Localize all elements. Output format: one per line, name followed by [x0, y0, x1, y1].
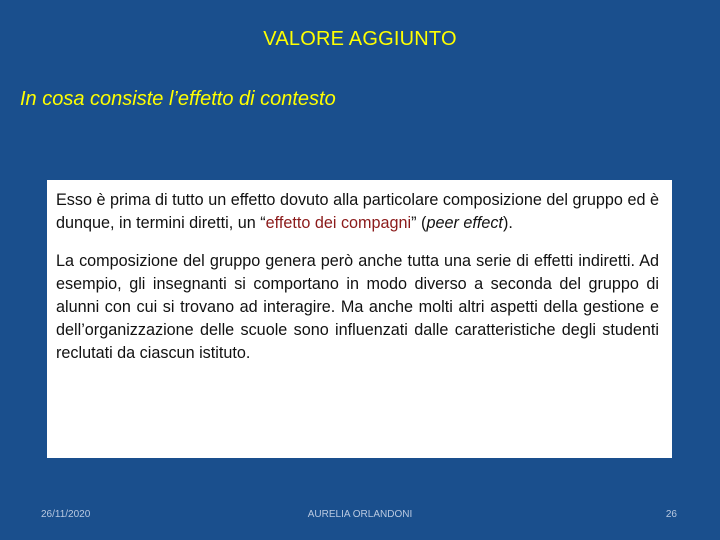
footer-date: 26/11/2020 [41, 509, 91, 520]
slide-subtitle: In cosa consiste l’effetto di contesto [20, 88, 336, 110]
content-box [47, 180, 672, 458]
paragraph1-text-mid: ” ( [411, 214, 427, 232]
footer-author: AURELIA ORLANDONI [307, 509, 413, 520]
highlight-effetto-dei-compagni: effetto dei compagni [265, 214, 412, 232]
paragraph1-text-end: ). [502, 214, 513, 232]
paragraph-indirect-effects: La composizione del gruppo genera però anche tutta una serie di effetti indiretti. Ad esempio, gli insegnanti si comportano in modo diverso a seconda del gruppo di alunni con cui si trovano ad interagire. Ma anche molti altri aspetti della gestione e dell’organizzazione delle scuole sono influenzati dalle caratteristiche degli studenti reclutati da ciascun istituto. [56, 252, 659, 362]
paragraph1-text-start: Esso è prima di tutto un effetto dovuto alla particolare composizione del gruppo ed è dunque, in termini diretti, un “ [56, 191, 659, 232]
slide-title: VALORE AGGIUNTO [263, 28, 457, 50]
footer-page-number: 26 [665, 509, 677, 520]
paragraph-peer-effect [56, 189, 659, 235]
peer-effect-italic: peer effect [426, 214, 503, 232]
